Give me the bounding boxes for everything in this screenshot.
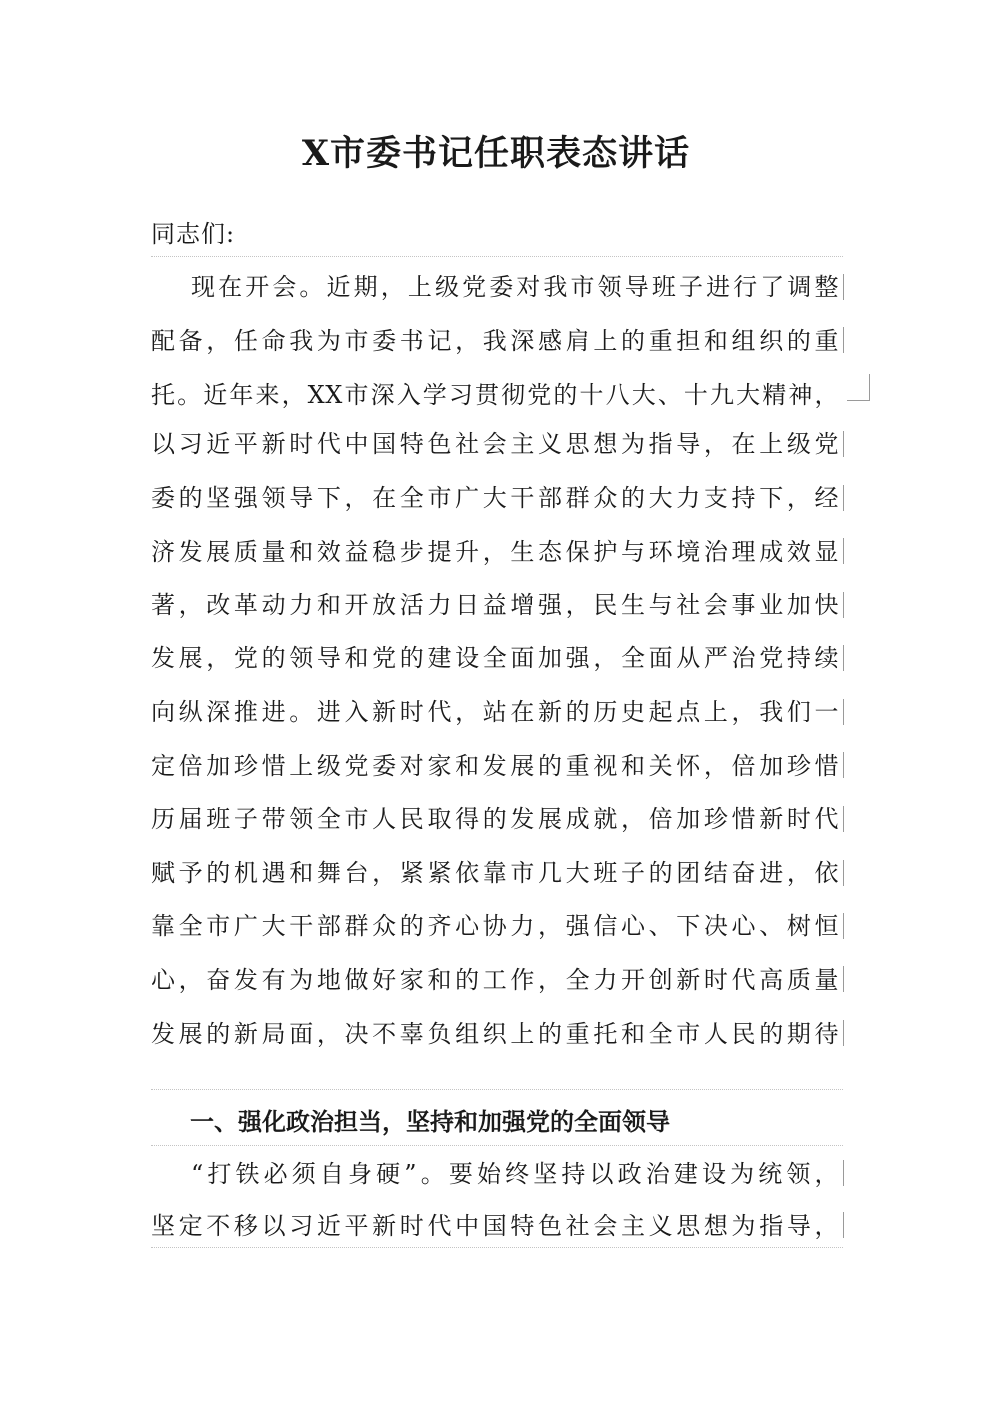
document-title: X市委书记任职表态讲话 [301,133,691,174]
paragraph-line: 委的坚强领导下，在全市广大干部群众的大力支持下，经 [151,484,839,512]
paragraph-line: 著，改革动力和开放活力日益增强，民生与社会事业加快 [151,591,839,619]
text-boundary-mark [843,485,844,511]
text-boundary-mark [843,274,844,300]
paragraph-line: 发展的新局面，决不辜负组织上的重托和全市人民的期待 [151,1020,839,1048]
text-boundary-mark [843,752,844,778]
text-boundary-mark [843,645,844,671]
paragraph-line: 现在开会。近期，上级党委对我市领导班子进行了调整 [191,273,839,301]
paragraph-line: 以习近平新时代中国特色社会主义思想为指导，在上级党 [151,430,839,458]
paragraph-line: 靠全市广大干部群众的齐心协力，强信心、下决心、树恒 [151,912,839,940]
paragraph-separator [151,1089,843,1090]
paragraph-line: 向纵深推进。进入新时代，站在新的历史起点上，我们一 [151,698,839,726]
paragraph-bottom-border [151,1247,843,1248]
text-boundary-mark [843,860,844,886]
paragraph-line: 心，奋发有为地做好家和的工作，全力开创新时代高质量 [151,966,839,994]
paragraph-line: 赋予的机遇和舞台，紧紧依靠市几大班子的团结奋进，依 [151,859,839,887]
text-boundary-mark [843,327,844,353]
text-boundary-mark [843,431,844,457]
text-boundary-corner [847,374,870,401]
text-boundary-mark [843,1160,844,1186]
paragraph-line: “打铁必须自身硬”。要始终坚持以政治建设为统领， [191,1160,839,1188]
salutation: 同志们: [151,220,236,248]
paragraph-line: 定倍加珍惜上级党委对家和发展的重视和关怀，倍加珍惜 [151,752,839,780]
paragraph-separator [151,1145,843,1146]
text-boundary-mark [843,699,844,725]
paragraph-line: 济发展质量和效益稳步提升，生态保护与环境治理成效显 [151,538,839,566]
paragraph-top-border [151,256,843,257]
text-boundary-mark [843,538,844,564]
text-boundary-mark [843,913,844,939]
text-boundary-mark [843,1212,844,1238]
text-boundary-mark [843,1020,844,1046]
paragraph-line: 发展，党的领导和党的建设全面加强，全面从严治党持续 [151,644,839,672]
section-heading: 一、强化政治担当，坚持和加强党的全面领导 [190,1108,670,1136]
paragraph-line: 配备，任命我为市委书记，我深感肩上的重担和组织的重 [151,327,839,355]
paragraph-line: 坚定不移以习近平新时代中国特色社会主义思想为指导， [151,1212,839,1240]
paragraph-line: 历届班子带领全市人民取得的发展成就，倍加珍惜新时代 [151,805,839,833]
text-boundary-mark [843,966,844,992]
text-boundary-mark [843,806,844,832]
paragraph-line: 托。近年来，XX市深入学习贯彻党的十八大、十九大精神， [151,381,839,409]
text-boundary-mark [843,592,844,618]
